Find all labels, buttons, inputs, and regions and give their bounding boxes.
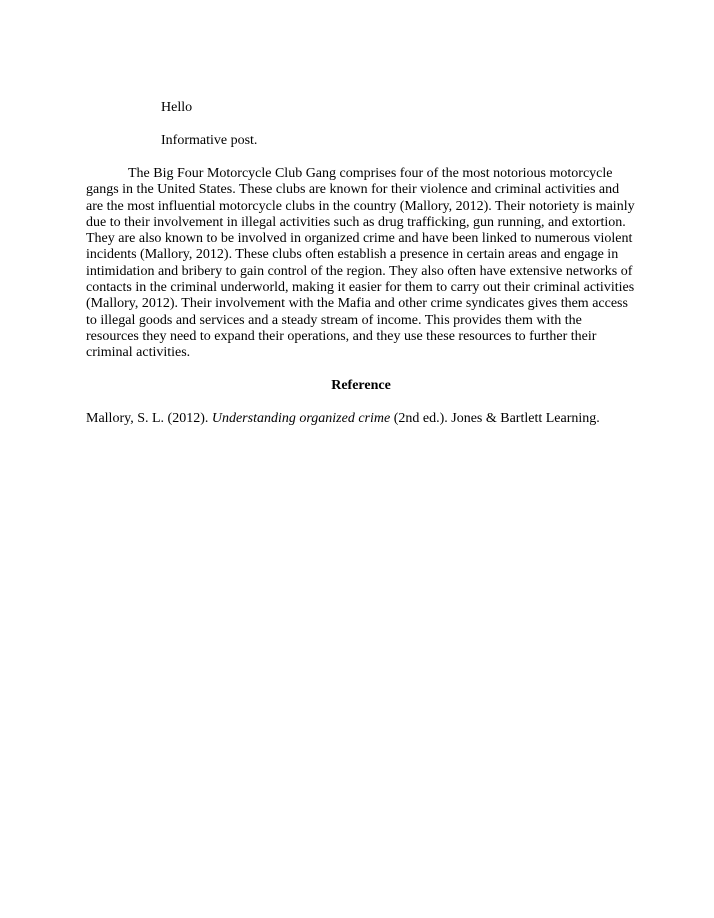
reference-entry xyxy=(86,411,600,427)
reference-heading: Reference xyxy=(331,378,391,393)
subtitle-line: Informative post. xyxy=(161,133,258,148)
reference-details: (2nd ed.). Jones & Bartlett Learning. xyxy=(390,411,600,426)
greeting-line: Hello xyxy=(161,100,193,115)
reference-authors-year: Mallory, S. L. (2012). xyxy=(86,411,212,426)
reference-title: Understanding organized crime xyxy=(211,411,391,426)
body-paragraph: The Big Four Motorcycle Club Gang comprises four of the most notorious motorcycle gangs in the United States. These clubs are known for their violence and criminal activities and are the most influential motorcycle clubs in the country (Mallory, 2012). Their notoriety is mainly due to their involvement in illegal activities such as drug trafficking, gun running, and extortion. They are also known to be involved in organized crime and have been linked to numerous violent incidents (Mallory, 2012). These clubs often establish a presence in certain areas and engage in intimidation and bribery to gain control of the region. They also often have extensive networks of contacts in the criminal underworld, making it easier for them to carry out their criminal activities (Mallory, 2012). Their involvement with the Mafia and other crime syndicates gives them access to illegal goods and services and a steady stream of income. This provides them with the resources they need to expand their operations, and they use these resources to further their criminal activities. xyxy=(86,166,635,361)
